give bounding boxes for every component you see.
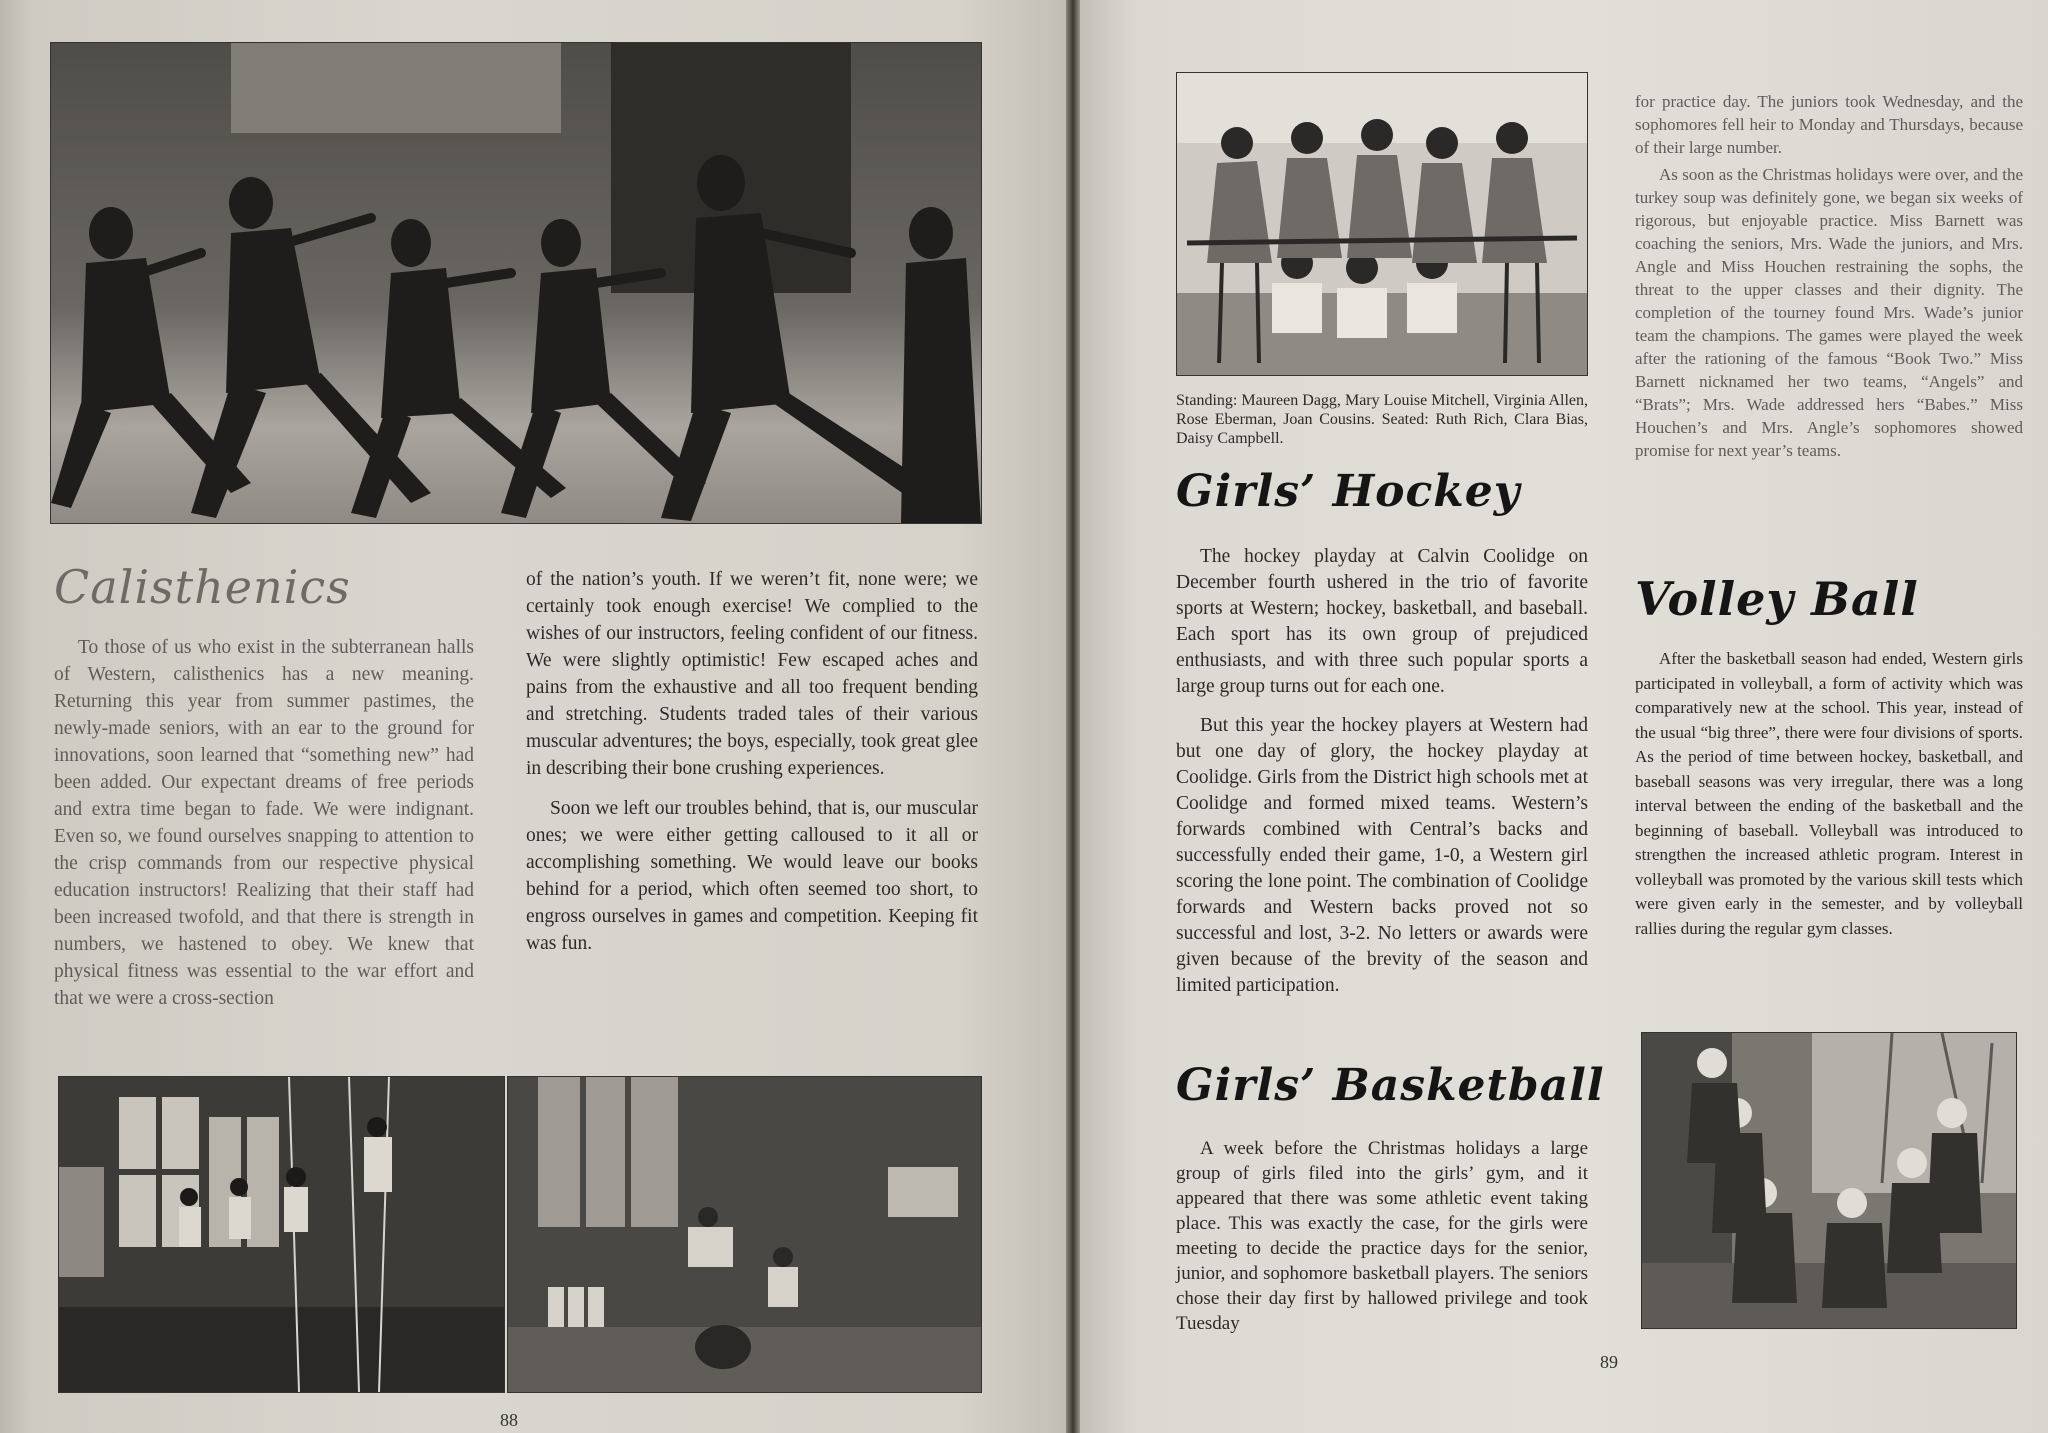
girls-basketball-heading: Girls’ Basketball xyxy=(1176,1060,1605,1111)
calisthenics-paragraph-2: of the nation’s youth. If we weren’t fit, none were; we certainly took enough exercise! We complied to the wishes of our instructors, feeling confident of our fitness. We were slightly optimistic! Few escaped aches and pains from the exhaustive and all too frequent bending and stretching. Students traded tales of their various muscular adventures; the boys, especially, took great glee in describing their bone crushing experiences. xyxy=(526,569,978,779)
basketball-paragraph-1: A week before the Christmas holidays a large group of girls filed into the girls’ gym, and it appeared that there was some athletic event taking place. This was exactly the case, for the girls were meeting to decide the practice days for the senior, junior, and sophomore basketball players. The seniors chose their day first by hallowed privilege and took Tuesday xyxy=(1176,1138,1588,1334)
book-gutter xyxy=(1066,0,1080,1433)
volley-ball-heading: Volley Ball xyxy=(1635,572,1919,626)
basketball-paragraph-3: As soon as the Christmas holidays were over, and the turkey soup was definitely gone, we began six weeks of rigorous, but enjoyable practice. Miss Barnett was coaching the seniors, Mrs. Wade the juniors, and Mrs. Angle and Miss Houchen restraining the sophs, the threat to the upper classes and their dignity. The completion of the tourney found Mrs. Wade’s junior team the champions. The games were played the week after the rationing of the famous “Book Two.” Miss Barnett nicknamed her two teams, “Angels” and “Brats”; Mrs. Wade addressed hers “Babes.” Miss Houchen’s and Mrs. Angle’s sophomores showed promise for next year’s teams. xyxy=(1635,165,2023,460)
calisthenics-paragraph-3: Soon we left our troubles behind, that is, our muscular ones; we were either getting calloused to it all or accomplishing something. We would leave our books behind for a period, which often seemed too short, to engross ourselves in games and competition. Keeping fit was fun. xyxy=(526,798,978,954)
basketball-continued-column xyxy=(1635,90,2023,475)
basketball-paragraph-2: for practice day. The juniors took Wednesday, and the sophomores fell heir to Monday and Thursdays, because of their large number. xyxy=(1635,92,2023,157)
page-number-left: 88 xyxy=(500,1410,518,1430)
volley-ball-paragraph: After the basketball season had ended, Western girls participated in volleyball, a form of activity which was comparatively new at the school. This year, instead of the usual “big three”, there were four divisions of sports. As the period of time between hockey, basketball, and baseball seasons was very irregular, there was a long interval between the ending of the basketball and the beginning of baseball. Volleyball was introduced to strengthen the increased athletic program. Interest in volleyball was promoted by the various skill tests which were given early in the semester, and by volleyball rallies during the regular gym classes. xyxy=(1635,649,2023,938)
calisthenics-heading: Calisthenics xyxy=(54,560,351,614)
volley-ball-column xyxy=(1635,647,2023,954)
volley-ball-team-photo xyxy=(1641,1032,2017,1329)
calisthenics-column-1 xyxy=(54,634,474,1025)
basketball-column xyxy=(1176,1136,1588,1349)
hockey-photo-caption: Standing: Maureen Dagg, Mary Louise Mitchell, Virginia Allen, Rose Eberman, Joan Cousins. Seated: Ruth Rich, Clara Bias, Daisy Campbell. xyxy=(1176,392,1588,447)
hockey-paragraph-1: The hockey playday at Calvin Coolidge on December fourth ushered in the trio of favorite sports at Western; hockey, basketball, and baseball. Each sport has its own group of prejudiced enthusiasts, and with three such popular sports a large group turns out for each one. xyxy=(1176,546,1588,697)
hockey-column xyxy=(1176,544,1588,1012)
hockey-paragraph-2: But this year the hockey players at Western had but one day of glory, the hockey playday at Coolidge. Girls from the District high schools met at Coolidge and formed mixed teams. Western’s forwards combined with Central’s backs and successfully ended their game, 1-0, a Western girl scoring the lone point. The combination of Coolidge forwards and Western backs proved not so successful and lost, 3-2. No letters or awards were given because of the brevity of the season and limited participation. xyxy=(1176,715,1588,996)
calisthenics-column-2 xyxy=(526,566,978,970)
calisthenics-class-photo xyxy=(50,42,982,524)
right-page xyxy=(1080,0,2048,1433)
rope-climbing-photo xyxy=(58,1076,505,1393)
gymnastics-photo xyxy=(507,1076,982,1393)
hockey-team-photo xyxy=(1176,72,1588,376)
calisthenics-paragraph-1: To those of us who exist in the subterranean halls of Western, calisthenics has a new meaning. Returning this year from summer pastimes, the newly-made seniors, with an ear to the ground for innovations, soon learned that “something new” had been added. Our expectant dreams of free periods and extra time began to fade. We were indignant. Even so, we found ourselves snapping to attention to the crisp commands from our respective physical education instructors! Realizing that their staff had been increased twofold, and that there is strength in numbers, we hastened to obey. We knew that physical fitness was essential to the war effort and that we were a cross-section xyxy=(54,637,474,1009)
page-number-right: 89 xyxy=(1600,1352,1618,1372)
girls-hockey-heading: Girls’ Hockey xyxy=(1176,466,1521,517)
